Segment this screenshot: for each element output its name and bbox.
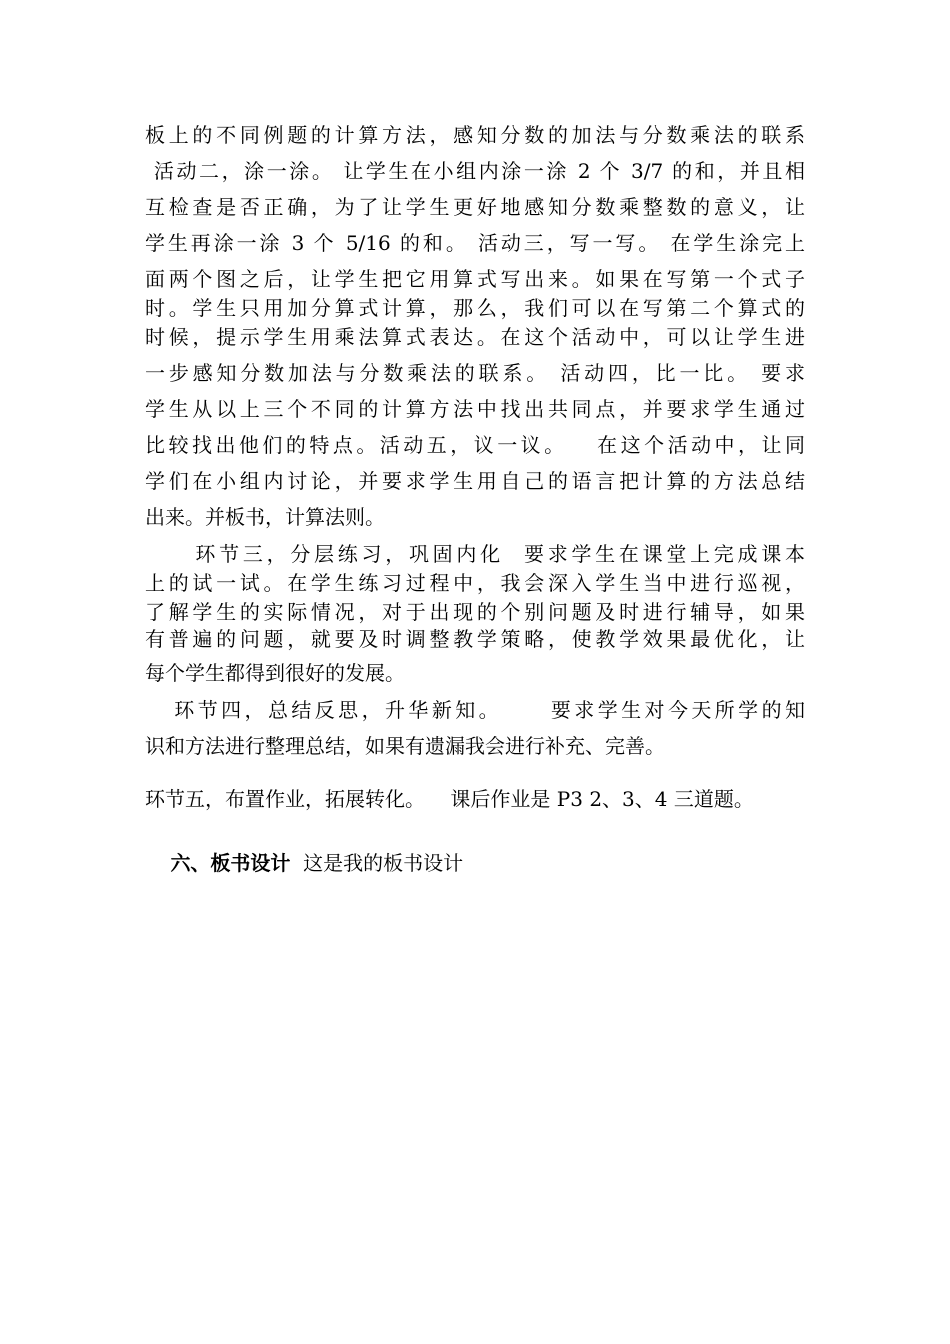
text-line: 活动二，涂一涂。 让学生在小组内涂一涂 2 个 3/7 的和，并且相 [145, 159, 805, 183]
text-line: 互检查是否正确，为了让学生更好地感知分数乘整数的意义，让 [145, 195, 805, 219]
text-line: 了解学生的实际情况，对于出现的个别问题及时进行辅导，如果 [145, 600, 805, 624]
text-line: 学们在小组内讨论，并要求学生用自己的语言把计算的方法总结 [145, 469, 805, 493]
text-line: 每个学生都得到很好的发展。 [145, 661, 405, 685]
text-line: 时候，提示学生用乘法算式表达。在这个活动中，可以让学生进 [145, 325, 805, 349]
text-line: 出来。并板书，计算法则。 [145, 505, 385, 529]
text-line: 比较找出他们的特点。活动五，议一议。 在这个活动中，让同 [145, 433, 805, 457]
text-line: 上的试一试。在学生练习过程中，我会深入学生当中进行巡视， [145, 571, 805, 595]
text-line: 时。学生只用加分算式计算，那么，我们可以在写第二个算式的 [145, 296, 805, 320]
text-line: 识和方法进行整理总结，如果有遗漏我会进行补充、完善。 [145, 734, 665, 758]
text-line: 有普遍的问题，就要及时调整教学策略，使教学效果最优化，让 [145, 627, 805, 651]
text-line: 环节五，布置作业，拓展转化。 课后作业是 P3 2、3、4 三道题。 [145, 787, 754, 811]
text-line: 环节四，总结反思，升华新知。 要求学生对今天所学的知 [145, 698, 805, 722]
section-heading-line [145, 821, 805, 905]
text-line: 环节三，分层练习，巩固内化 要求学生在课堂上完成课本 [145, 542, 805, 566]
section-heading: 六、板书设计 [170, 851, 291, 875]
text-line: 一步感知分数加法与分数乘法的联系。 活动四，比一比。 要求 [145, 361, 805, 385]
section-text: 这是我的板书设计 [290, 851, 464, 875]
text-line: 板上的不同例题的计算方法，感知分数的加法与分数乘法的联系 [145, 123, 805, 147]
text-line: 面两个图之后，让学生把它用算式写出来。如果在写第一个式子 [145, 267, 805, 291]
text-line: 学生再涂一涂 3 个 5/16 的和。 活动三，写一写。 在学生涂完上 [145, 231, 805, 255]
text-line: 学生从以上三个不同的计算方法中找出共同点，并要求学生通过 [145, 397, 805, 421]
